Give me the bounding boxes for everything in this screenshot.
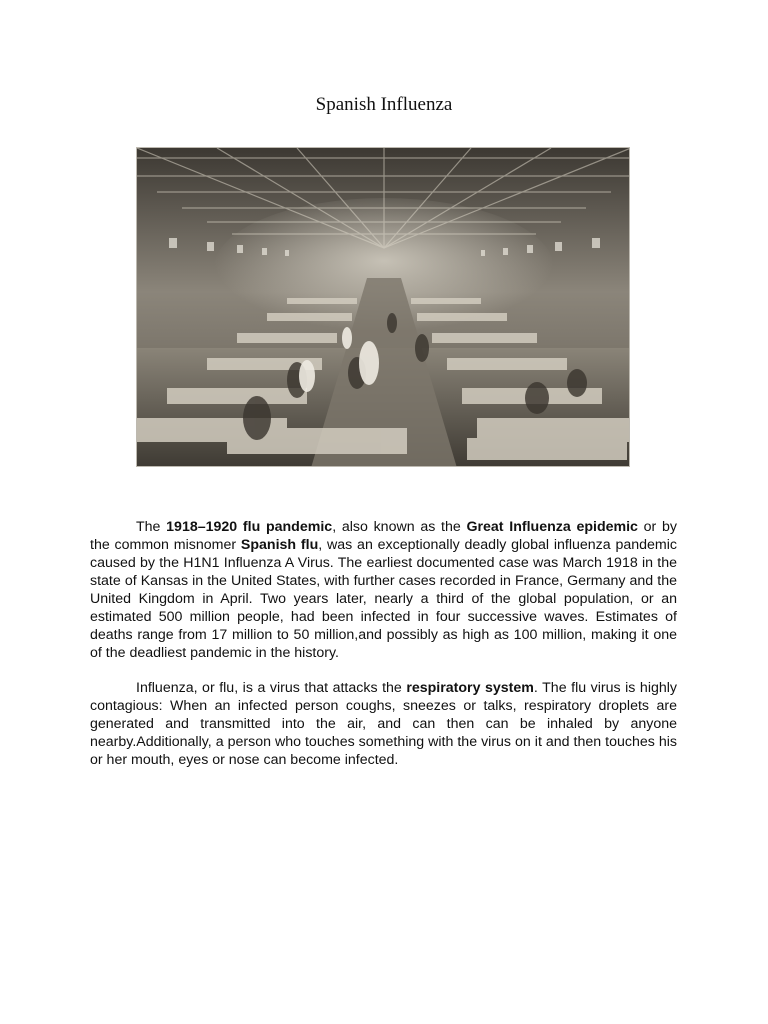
text-run: or by the common misnomer bbox=[90, 519, 677, 553]
bold-term-pandemic: 1918–1920 flu pandemic bbox=[166, 519, 333, 535]
hospital-ward-photo-icon bbox=[137, 148, 630, 467]
text-run: . The flu virus is highly contagious: When an infected person coughs, sneezes or talks, respiratory droplets are generated and transmitted into the air, and can then can be inhaled by anyone nearby.Additionally, a person who touches something with the virus on it and then touches his or her mouth, eyes or nose can become infected. bbox=[90, 680, 678, 768]
text-run: , also known as the bbox=[332, 519, 467, 535]
text-run: Influenza, or flu, is a virus that attacks the bbox=[136, 680, 407, 696]
text-run: , was an exceptionally deadly global influenza pandemic caused by the H1N1 Influenza A Virus. The earliest documented case was March 1918 in the state of Kansas in the United States, with further cases recorded in France, Germany and the United Kingdom in April. Two years later, nearly a third of the global population, or an estimated 500 million people, had been infected in four successive waves. Estimates of deaths range from 17 million to 50 million,and possibly as high as 100 million, making it one of the deadliest pandemic in the history. bbox=[90, 537, 677, 661]
bold-term-great-influenza: Great Influenza epidemic bbox=[466, 519, 638, 535]
document-title: Spanish Influenza bbox=[315, 94, 453, 115]
bold-term-respiratory-system: respiratory system bbox=[406, 680, 534, 696]
bold-term-spanish-flu: Spanish flu bbox=[240, 537, 319, 553]
hospital-ward-photo bbox=[136, 147, 630, 467]
paragraph-pandemic bbox=[90, 518, 677, 662]
paragraph-influenza bbox=[90, 679, 677, 769]
text-run: The bbox=[136, 519, 167, 535]
